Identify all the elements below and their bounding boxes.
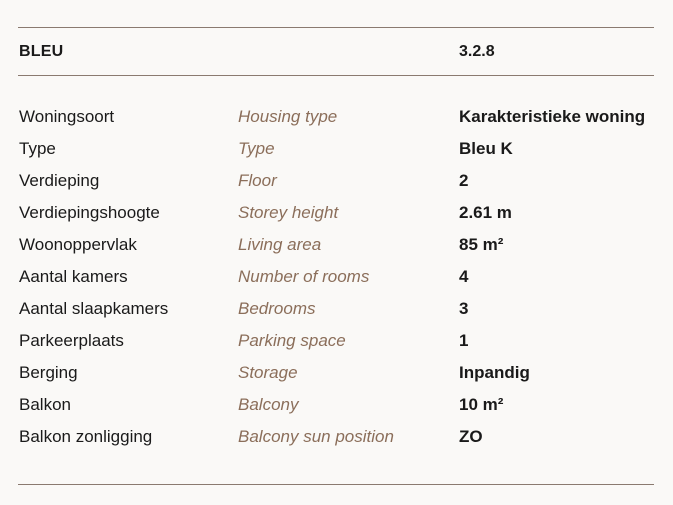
label-dutch: Woningsoort [19,107,115,126]
spec-row-parking-space [0,330,673,362]
unit-title: BLEU [19,43,64,60]
label-dutch: Balkon zonligging [19,427,153,446]
label-dutch: Aantal kamers [19,267,128,286]
label-english: Number of rooms [238,267,370,286]
label-dutch: Balkon [19,395,71,414]
label-english: Type [238,139,275,158]
spec-row-balcony-sun-position [0,426,673,458]
spec-value: 2.61 m [459,203,512,222]
specifications-table [0,106,673,458]
label-english: Floor [238,171,277,190]
spec-value: Bleu K [459,139,513,158]
spec-value: Karakteristieke woning [459,107,646,126]
label-dutch: Parkeerplaats [19,331,124,350]
label-english: Housing type [238,107,338,126]
label-dutch: Aantal slaapkamers [19,299,169,318]
spec-row-balcony [0,394,673,426]
spec-value: 85 m² [459,235,504,254]
spec-value: 2 [459,171,469,190]
label-english: Storage [238,363,298,382]
label-english: Parking space [238,331,346,350]
spec-row-housing-type [0,106,673,138]
spec-value: ZO [459,427,483,446]
spec-row-storage [0,362,673,394]
top-divider [18,27,654,28]
label-english: Living area [238,235,322,254]
spec-row-bedrooms [0,298,673,330]
spec-row-storey-height [0,202,673,234]
spec-row-number-of-rooms [0,266,673,298]
spec-row-floor [0,170,673,202]
label-dutch: Berging [19,363,78,382]
label-dutch: Verdieping [19,171,100,190]
label-english: Storey height [238,203,339,222]
header-divider [18,75,654,76]
unit-code: 3.2.8 [459,43,495,60]
spec-value: 10 m² [459,395,504,414]
spec-row-type [0,138,673,170]
spec-value: 3 [459,299,469,318]
bottom-divider [18,484,654,485]
spec-row-living-area [0,234,673,266]
label-english: Bedrooms [238,299,316,318]
label-dutch: Woonoppervlak [19,235,137,254]
spec-value: Inpandig [459,363,530,382]
spec-value: 4 [459,267,469,286]
label-dutch: Type [19,139,56,158]
spec-value: 1 [459,331,469,350]
label-english: Balcony [238,395,299,414]
label-english: Balcony sun position [238,427,394,446]
label-dutch: Verdiepingshoogte [19,203,160,222]
